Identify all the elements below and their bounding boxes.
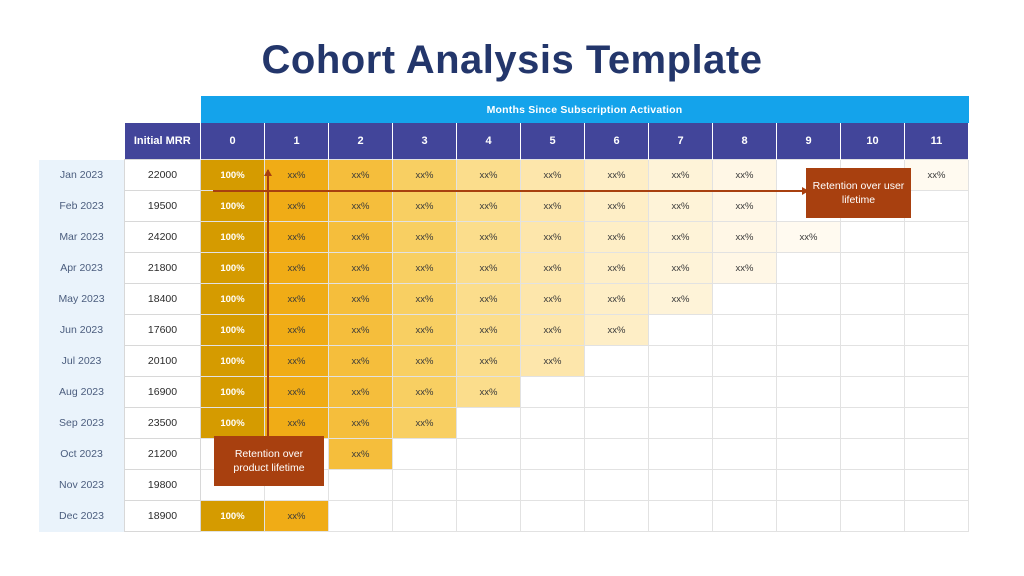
retention-cell [841, 408, 905, 439]
retention-cell: xx% [521, 253, 585, 284]
retention-cell: xx% [585, 253, 649, 284]
retention-cell: xx% [329, 160, 393, 191]
retention-cell: xx% [329, 377, 393, 408]
header-month-1: 1 [265, 123, 329, 160]
retention-cell [649, 346, 713, 377]
retention-cell [841, 315, 905, 346]
user-lifetime-arrow-icon [213, 190, 808, 192]
cohort-table [39, 96, 969, 532]
cohort-label: May 2023 [39, 284, 125, 315]
retention-cell: 100% [201, 377, 265, 408]
retention-cell: xx% [393, 191, 457, 222]
initial-mrr-value: 17600 [125, 315, 201, 346]
retention-cell [905, 377, 969, 408]
retention-cell: xx% [329, 191, 393, 222]
retention-cell [649, 315, 713, 346]
retention-cell: xx% [905, 160, 969, 191]
retention-cell: xx% [457, 284, 521, 315]
retention-cell [905, 346, 969, 377]
retention-cell [457, 408, 521, 439]
table-row [39, 470, 969, 501]
cohort-label: Nov 2023 [39, 470, 125, 501]
banner-row [39, 96, 969, 123]
retention-cell [905, 222, 969, 253]
retention-cell [713, 377, 777, 408]
retention-cell [841, 501, 905, 532]
retention-cell [905, 470, 969, 501]
retention-cell: xx% [329, 346, 393, 377]
retention-cell: xx% [777, 222, 841, 253]
banner-spacer [39, 96, 125, 123]
retention-cell: xx% [585, 315, 649, 346]
retention-cell [585, 408, 649, 439]
retention-cell: xx% [521, 191, 585, 222]
retention-cell: xx% [457, 377, 521, 408]
cohort-label: Jun 2023 [39, 315, 125, 346]
retention-cell [713, 470, 777, 501]
retention-cell [841, 470, 905, 501]
retention-cell [777, 408, 841, 439]
initial-mrr-value: 18400 [125, 284, 201, 315]
retention-cell [905, 439, 969, 470]
retention-cell: xx% [393, 284, 457, 315]
header-month-8: 8 [713, 123, 777, 160]
retention-cell: xx% [393, 222, 457, 253]
retention-cell: xx% [329, 315, 393, 346]
retention-cell: xx% [457, 160, 521, 191]
cohort-label: Jul 2023 [39, 346, 125, 377]
retention-cell [777, 377, 841, 408]
table-row [39, 408, 969, 439]
retention-cell [457, 470, 521, 501]
header-month-10: 10 [841, 123, 905, 160]
retention-cell: xx% [329, 222, 393, 253]
retention-cell [713, 501, 777, 532]
retention-cell: 100% [201, 346, 265, 377]
cohort-label: Dec 2023 [39, 501, 125, 532]
header-month-5: 5 [521, 123, 585, 160]
retention-cell [777, 501, 841, 532]
retention-cell [585, 470, 649, 501]
retention-cell [585, 439, 649, 470]
retention-cell [585, 346, 649, 377]
header-month-2: 2 [329, 123, 393, 160]
retention-cell: xx% [649, 253, 713, 284]
retention-cell [777, 284, 841, 315]
retention-cell: xx% [393, 315, 457, 346]
initial-mrr-value: 24200 [125, 222, 201, 253]
cohort-label: Jan 2023 [39, 160, 125, 191]
table-row [39, 346, 969, 377]
retention-cell: xx% [521, 315, 585, 346]
retention-cell: 100% [201, 284, 265, 315]
table-row [39, 315, 969, 346]
retention-cell: xx% [457, 253, 521, 284]
retention-cell [777, 315, 841, 346]
retention-cell: xx% [265, 222, 329, 253]
cohort-label: Sep 2023 [39, 408, 125, 439]
header-initial-mrr: Initial MRR [125, 123, 201, 160]
retention-cell: 100% [201, 222, 265, 253]
retention-cell: xx% [393, 160, 457, 191]
retention-cell [457, 439, 521, 470]
retention-cell: xx% [329, 439, 393, 470]
retention-cell [585, 377, 649, 408]
retention-cell [521, 377, 585, 408]
retention-cell [841, 346, 905, 377]
initial-mrr-value: 22000 [125, 160, 201, 191]
retention-cell [777, 470, 841, 501]
retention-cell [841, 253, 905, 284]
header-month-0: 0 [201, 123, 265, 160]
retention-cell: 100% [201, 501, 265, 532]
retention-cell [521, 408, 585, 439]
retention-cell: xx% [457, 191, 521, 222]
retention-cell: xx% [329, 408, 393, 439]
retention-cell [649, 501, 713, 532]
retention-cell [713, 284, 777, 315]
retention-cell [713, 408, 777, 439]
retention-cell: xx% [329, 253, 393, 284]
initial-mrr-value: 19500 [125, 191, 201, 222]
page-title: Cohort Analysis Template [261, 38, 763, 82]
header-blank [39, 123, 125, 160]
table-row [39, 253, 969, 284]
retention-cell: xx% [457, 315, 521, 346]
header-month-6: 6 [585, 123, 649, 160]
table-row [39, 377, 969, 408]
table-row [39, 439, 969, 470]
table-row [39, 284, 969, 315]
retention-cell: xx% [265, 408, 329, 439]
retention-cell: xx% [713, 191, 777, 222]
initial-mrr-value: 23500 [125, 408, 201, 439]
initial-mrr-value: 21800 [125, 253, 201, 284]
retention-cell [521, 470, 585, 501]
months-since-activation-banner: Months Since Subscription Activation [201, 96, 969, 123]
cohort-label: Feb 2023 [39, 191, 125, 222]
header-month-4: 4 [457, 123, 521, 160]
retention-cell: xx% [521, 284, 585, 315]
retention-cell [777, 253, 841, 284]
retention-cell: xx% [649, 160, 713, 191]
retention-cell: xx% [585, 284, 649, 315]
callout-product-lifetime: Retention over product lifetime [214, 436, 324, 486]
retention-cell: xx% [393, 346, 457, 377]
retention-cell [905, 191, 969, 222]
retention-cell: xx% [265, 253, 329, 284]
retention-cell [521, 439, 585, 470]
retention-cell [393, 470, 457, 501]
retention-cell [713, 439, 777, 470]
cohort-label: Apr 2023 [39, 253, 125, 284]
retention-cell [649, 377, 713, 408]
retention-cell: xx% [585, 222, 649, 253]
retention-cell: xx% [521, 222, 585, 253]
retention-cell: xx% [649, 191, 713, 222]
retention-cell: 100% [201, 408, 265, 439]
retention-cell [713, 315, 777, 346]
retention-cell [905, 315, 969, 346]
retention-cell: xx% [521, 160, 585, 191]
cohort-label: Oct 2023 [39, 439, 125, 470]
retention-cell [713, 346, 777, 377]
initial-mrr-value: 20100 [125, 346, 201, 377]
initial-mrr-value: 16900 [125, 377, 201, 408]
retention-cell: xx% [393, 253, 457, 284]
retention-cell: xx% [649, 222, 713, 253]
retention-cell: xx% [713, 160, 777, 191]
retention-cell [649, 408, 713, 439]
retention-cell: xx% [713, 253, 777, 284]
retention-cell [777, 346, 841, 377]
header-month-3: 3 [393, 123, 457, 160]
retention-cell: xx% [393, 408, 457, 439]
retention-cell: xx% [585, 191, 649, 222]
retention-cell [905, 253, 969, 284]
retention-cell: xx% [265, 501, 329, 532]
retention-cell [457, 501, 521, 532]
retention-cell [521, 501, 585, 532]
retention-cell [585, 501, 649, 532]
retention-cell [393, 439, 457, 470]
cohort-label: Aug 2023 [39, 377, 125, 408]
retention-cell: xx% [265, 315, 329, 346]
retention-cell [841, 284, 905, 315]
retention-cell: xx% [457, 346, 521, 377]
retention-cell [841, 439, 905, 470]
retention-cell: xx% [585, 160, 649, 191]
retention-cell: 100% [201, 253, 265, 284]
retention-cell [905, 284, 969, 315]
retention-cell: xx% [265, 377, 329, 408]
cohort-label: Mar 2023 [39, 222, 125, 253]
header-month-7: 7 [649, 123, 713, 160]
retention-cell [905, 408, 969, 439]
retention-cell [841, 377, 905, 408]
retention-cell: xx% [265, 160, 329, 191]
retention-cell: xx% [713, 222, 777, 253]
retention-cell: xx% [265, 191, 329, 222]
retention-cell [649, 470, 713, 501]
header-row [39, 123, 969, 160]
header-month-11: 11 [905, 123, 969, 160]
retention-cell: 100% [201, 160, 265, 191]
retention-cell: 100% [201, 191, 265, 222]
table-row [39, 501, 969, 532]
retention-cell [649, 439, 713, 470]
retention-cell: 100% [201, 315, 265, 346]
product-lifetime-arrow-icon [267, 170, 269, 436]
retention-cell [393, 501, 457, 532]
retention-cell: xx% [521, 346, 585, 377]
header-month-9: 9 [777, 123, 841, 160]
initial-mrr-value: 21200 [125, 439, 201, 470]
retention-cell [777, 439, 841, 470]
retention-cell: xx% [649, 284, 713, 315]
retention-cell: xx% [393, 377, 457, 408]
retention-cell: xx% [265, 284, 329, 315]
retention-cell: xx% [265, 346, 329, 377]
callout-user-lifetime: Retention over user lifetime [806, 168, 911, 218]
initial-mrr-value: 19800 [125, 470, 201, 501]
retention-cell [841, 222, 905, 253]
retention-cell [905, 501, 969, 532]
initial-mrr-value: 18900 [125, 501, 201, 532]
retention-cell [329, 501, 393, 532]
retention-cell: xx% [457, 222, 521, 253]
retention-cell: xx% [329, 284, 393, 315]
retention-cell [329, 470, 393, 501]
table-row [39, 222, 969, 253]
banner-spacer [125, 96, 201, 123]
